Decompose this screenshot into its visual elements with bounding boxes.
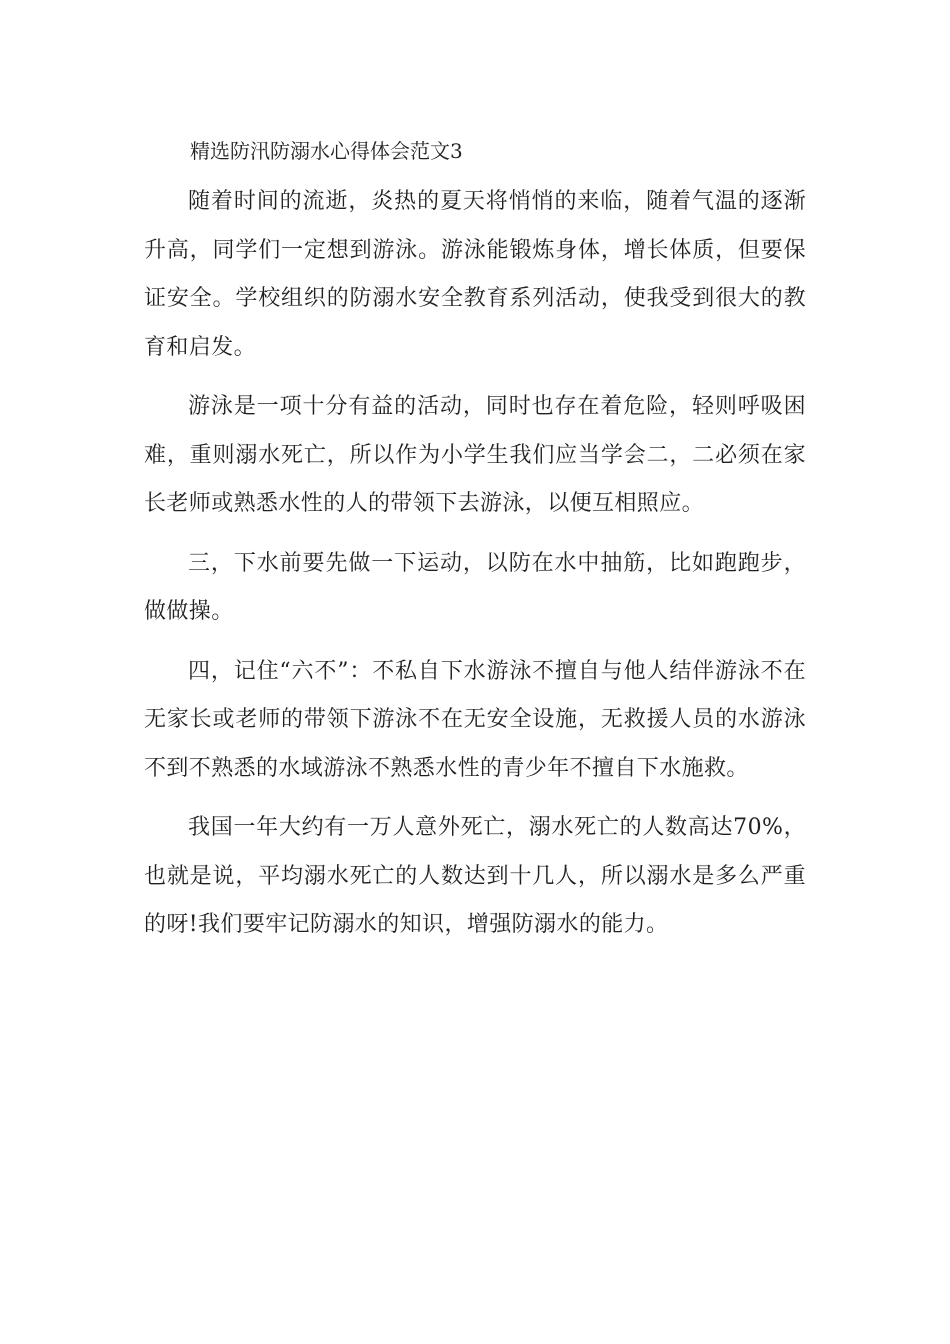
paragraph-4: 四，记住“六不”：不私自下水游泳不擅自与他人结伴游泳不在无家长或老师的带领下游泳不在无安全设施，无救援人员的水游泳不到不熟悉的水域游泳不熟悉水性的青少年不擅自下水施救。 (144, 658, 806, 781)
paragraph-3: 三，下水前要先做一下运动，以防在水中抽筋，比如跑跑步，做做操。 (144, 550, 806, 624)
paragraph-2: 游泳是一项十分有益的活动，同时也存在着危险，轻则呼吸困难，重则溺水死亡，所以作为小学生我们应当学会二，二必须在家长老师或熟悉水性的人的带领下去游泳，以便互相照应。 (144, 394, 806, 516)
paragraph-5: 我国一年大约有一万人意外死亡，溺水死亡的人数高达70%，也就是说，平均溺水死亡的人数达到十几人，所以溺水是多么严重的呀!我们要牢记防溺水的知识，增强防溺水的能力。 (144, 815, 806, 937)
document-body (144, 178, 806, 961)
document-title: 精选防汛防溺水心得体会范文3 (190, 139, 463, 163)
paragraph-1: 随着时间的流逝，炎热的夏天将悄悄的来临，随着气温的逐渐升高，同学们一定想到游泳。游泳能锻炼身体，增长体质，但要保证安全。学校组织的防溺水安全教育系列活动，使我受到很大的教育和启发。 (144, 189, 806, 360)
